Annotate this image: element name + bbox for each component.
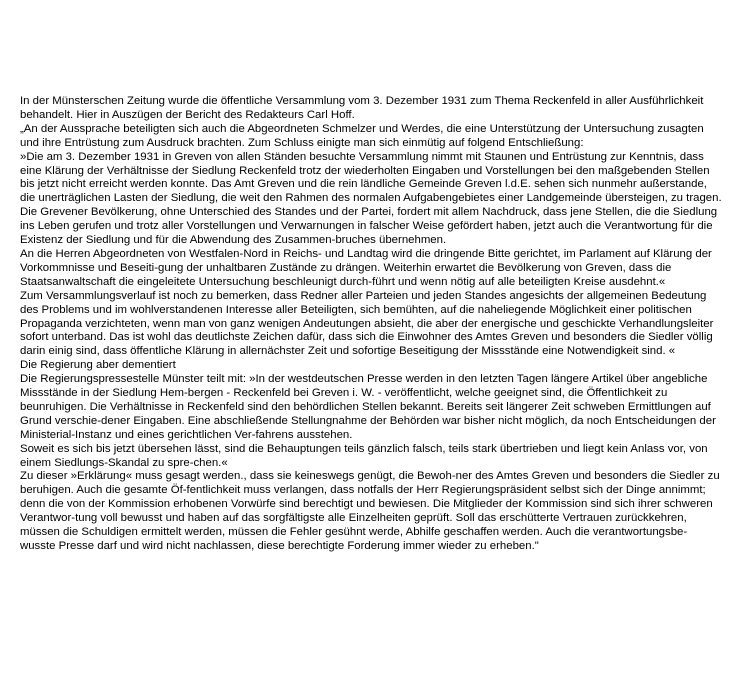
paragraph-versammlungsverlauf: Zum Versammlungsverlauf ist noch zu bemerken, dass Redner aller Parteien und jeden Standes angesichts der allgemeinen Bedeutung des Problems und im wohlverstandenen Interesse aller Beteiligten, sich bemühten, auf die naheliegende Möglichkeit einer politischen Propaganda verzichteten, wenn man von ganz wenigen Andeutungen absieht, die aber der energische und geschickte Verhandlungsleiter sofort unterband. Das ist wohl das deutlichste Zeichen dafür, dass sich die Einwohner des Amtes Greven und besonders die Siedler völlig darin einig sind, dass öffentliche Klärung in allernächster Zeit und sofortige Beseitigung der Missstände eine Notwendigkeit sind. « (20, 289, 714, 358)
paragraph-resolution-2: Die Grevener Bevölkerung, ohne Unterschied des Standes und der Partei, fordert mit allem Nachdruck, dass jene Stellen, die die Siedlung ins Leben gerufen und trotz aller Vorstellungen und Verwarnungen in falscher Weise gefördert haben, jetzt auch die Verantwortung für die Existenz der Siedlung und für die Abwendung des Zusammen-bruches übernehmen. (20, 206, 718, 247)
paragraph-resolution-3: An die Herren Abgeordneten von Westfalen-Nord in Reichs- und Landtag wird die dringende Bitte gerichtet, im Parlament auf Klärung der Vorkommnisse und Beseiti-gung der unhaltbaren Zustände zu drängen. Weiterhin erwartet die Bevölkerung von Greven, dass die Staatsanwaltschaft die eingeleitete Untersuchung beschleunigt durch-führt und wenn nötig auf alle beteiligten Kreise ausdehnt.« (20, 247, 712, 288)
paragraph-behauptungen: Soweit es sich bis jetzt übersehen lässt, sind die Behauptungen teils gänzlich falsch, teils stark übertrieben und liegt kein Anlass vor, von einem Siedlungs-Skandal zu spre-chen.« (20, 442, 708, 469)
paragraph-aussprache: „An der Aussprache beteiligten sich auch die Abgeordneten Schmelzer und Werdes, die eine Unterstützung der Untersuchung zusagten und ihre Entrüstung zum Ausdruck brachten. Zum Schluss einigte man sich einmütig auf folgend Entschließung: (20, 122, 704, 149)
document-body (20, 95, 722, 554)
paragraph-intro: In der Münsterschen Zeitung wurde die öffentliche Versammlung vom 3. Dezember 1931 zum Thema Reckenfeld in aller Ausführlichkeit behandelt. Hier in Auszügen der Bericht des Redakteurs Carl Hoff. (20, 95, 704, 121)
paragraph-resolution-1: »Die am 3. Dezember 1931 in Greven von allen Ständen besuchte Versammlung nimmt mit Staunen und Entrüstung zur Kenntnis, dass eine Klärung der Verhältnisse der Siedlung Reckenfeld trotz der wiederholten Eingaben und Vorstellungen bei den maßgebenden Stellen bis jetzt nicht erreicht werden konnte. Das Amt Greven und die rein ländliche Gemeinde Greven l.d.E. sehen sich nunmehr außerstande, die unerträglichen Lasten der Siedlung, die weit den Rahmen des normalen Aufgabengebietes einer Landgemeinde übersteigen, zu tragen. (20, 150, 722, 205)
section-heading: Die Regierung aber dementiert (20, 359, 176, 372)
paragraph-erklaerung: Zu dieser »Erklärung« muss gesagt werden., dass sie keineswegs genügt, die Bewoh-ner des Amtes Greven und besonders die Siedler zu beruhigen. Auch die gesamte Öf-fentlichkeit muss verlangen, dass notfalls der Herr Regierungspräsident selbst sich der Dinge annimmt; denn die von der Kommission erhobenen Vorwürfe sind berechtigt und bewiesen. Die Mitglieder der Kommission sind sich ihrer schweren Verantwor-tung voll bewusst und haben auf das sorgfältigste alle Einzelheiten geprüft. Soll das erschütterte Vertrauen zurückkehren, müssen die Schuldigen ermittelt werden, müssen die Fehler gesühnt werde, Abhilfe geschaffen werden. Auch die verantwortungsbe-wusste Presse darf und wird nicht nachlassen, diese berechtigte Forderung immer wieder zu erheben." (20, 470, 720, 552)
paragraph-regierungspressestelle: Die Regierungspressestelle Münster teilt mit: »In der westdeutschen Presse werden in den letzten Tagen längere Artikel über angebliche Missstände in der Siedlung Hem-bergen - Reckenfeld bei Greven i. W. - veröffentlicht, welche geeignet sind, die Öffentlichkeit zu beunruhigen. Die Verhältnisse in Reckenfeld sind den behördlichen Stellen bekannt. Bereits seit längerer Zeit schweben Ermittlungen auf Grund verschie-dener Eingaben. Eine abschließende Stellungnahme der Behörden war bisher nicht möglich, da noch Entscheidungen der Ministerial-Instanz und eines gerichtlichen Ver-fahrens ausstehen. (20, 373, 716, 441)
